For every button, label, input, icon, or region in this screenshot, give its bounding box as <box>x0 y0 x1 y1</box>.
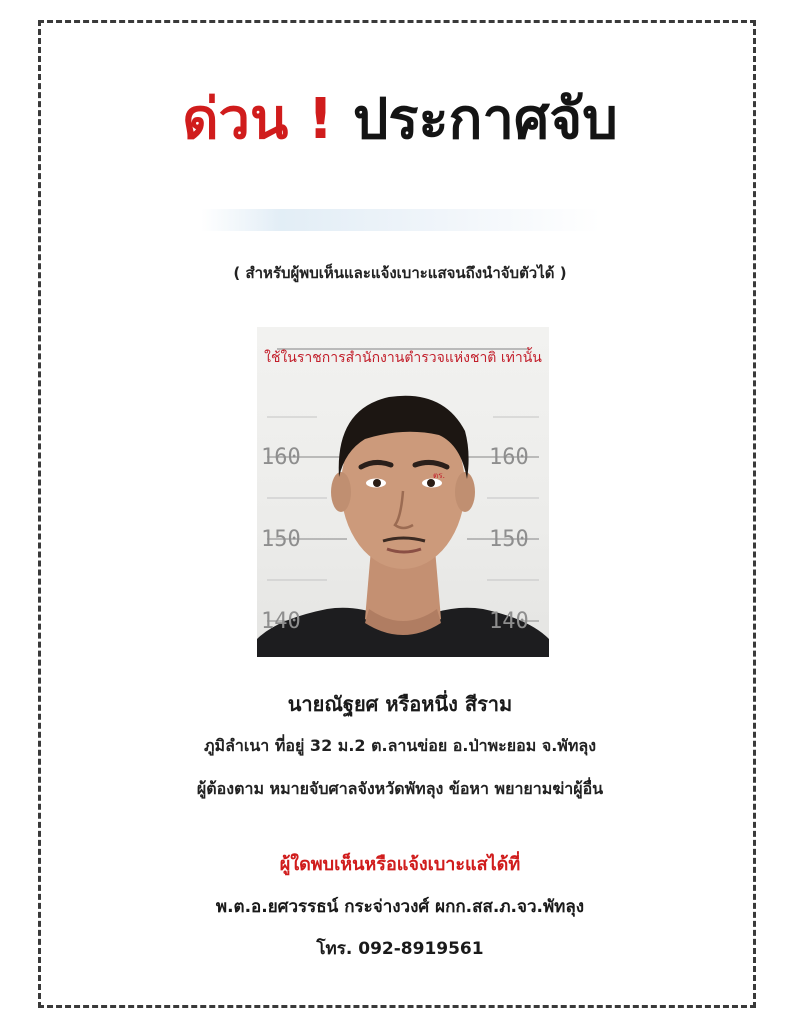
contact-phone: โทร. 092-8919561 <box>316 939 484 959</box>
suspect-hometown: ภูมิลำเนา ที่อยู่ 32 ม.2 ต.ลานข่อย อ.ป่าพะยอม จ.พัทลุง <box>203 736 597 755</box>
headline-title: ประกาศจับ <box>352 87 618 152</box>
wanted-poster <box>38 20 756 1008</box>
suspect-photo <box>257 327 549 657</box>
faded-text-strip <box>201 209 601 231</box>
suspect-name: นายณัฐยศ หรือหนึ่ง สีราม <box>287 692 513 716</box>
watermark-text: ใช้ในราชการสำนักงานตำรวจแห่งชาติ เท่านั้น <box>264 350 542 366</box>
height-mark-left-140: 140 <box>261 609 301 634</box>
contact-officer: พ.ต.อ.ยศวรรธน์ กระจ่างวงศ์ ผกก.สส.ภ.จว.พัทลุง <box>215 897 585 917</box>
reward-note: ( สำหรับผู้พบเห็นและแจ้งเบาะแสจนถึงนำจับตัวได้ ) <box>233 264 567 282</box>
height-mark-right-160: 160 <box>489 445 529 470</box>
height-mark-left-160: 160 <box>261 445 301 470</box>
contact-heading: ผู้ใดพบเห็นหรือแจ้งเบาะแสได้ที่ <box>279 854 521 875</box>
headline-urgent: ด่วน ! <box>182 87 334 152</box>
height-mark-right-150: 150 <box>489 527 529 552</box>
headline <box>41 85 759 155</box>
suspect-photo-illustration <box>257 327 549 657</box>
height-mark-right-140: 140 <box>489 609 529 634</box>
warrant-details: ผู้ต้องตาม หมายจับศาลจังหวัดพัทลุง ข้อหา พยายามฆ่าผู้อื่น <box>196 779 604 798</box>
height-mark-left-150: 150 <box>261 527 301 552</box>
initials-mark: ตร. <box>433 471 446 480</box>
